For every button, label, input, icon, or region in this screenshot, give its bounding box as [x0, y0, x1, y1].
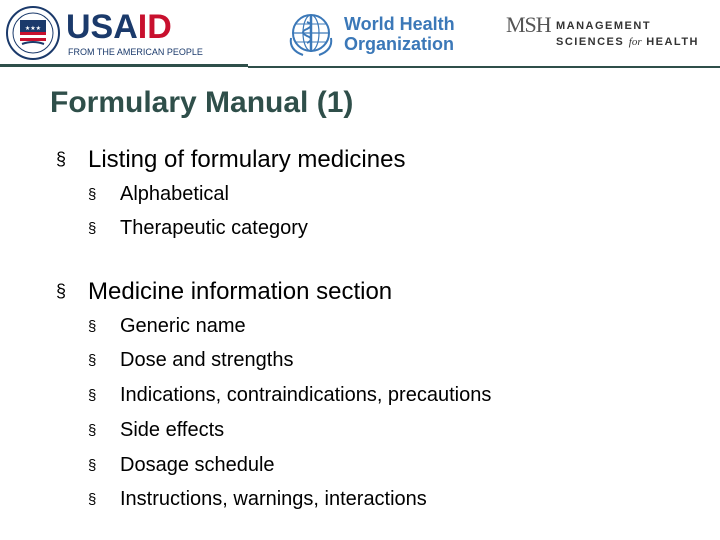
bullet-marker: §: [88, 491, 97, 508]
who-name-line1: World Health: [344, 14, 455, 34]
bullet-marker: §: [88, 422, 97, 439]
msh-name-line1: MANAGEMENT: [556, 20, 652, 32]
list-item-text: Dosage schedule: [120, 454, 275, 476]
list-item-text: Dose and strengths: [120, 349, 294, 371]
header-rule-right: [248, 66, 720, 68]
bullet-marker: §: [56, 149, 67, 169]
list-item-text: Alphabetical: [120, 183, 229, 205]
msh-mark: MSH: [506, 12, 551, 37]
list-item-text: Generic name: [120, 315, 246, 337]
header-rule-left: [0, 64, 248, 67]
logo-bar: [0, 0, 720, 66]
msh-wordmark: [556, 18, 699, 50]
bullet-marker: §: [88, 457, 97, 474]
usaid-wordmark: USAID: [66, 8, 172, 46]
bullet-marker: §: [88, 220, 97, 237]
svg-text:★★★: ★★★: [24, 26, 42, 32]
section-label: Medicine information section: [88, 278, 393, 305]
usaid-logo: [6, 6, 203, 60]
list-item-text: Therapeutic category: [120, 217, 308, 239]
who-logo: [286, 8, 455, 58]
bullet-marker: §: [88, 318, 97, 335]
bullet-marker: §: [56, 281, 67, 301]
usaid-tagline: FROM THE AMERICAN PEOPLE: [68, 47, 203, 57]
list-item-text: Side effects: [120, 419, 225, 441]
who-name-line2: Organization: [344, 34, 455, 54]
list-item-text: Instructions, warnings, interactions: [120, 488, 427, 510]
list-item-text: Indications, contraindications, precautions: [120, 384, 492, 406]
bullet-marker: §: [88, 186, 97, 203]
msh-logo: [506, 10, 706, 56]
who-emblem-icon: [286, 8, 336, 58]
slide-title: Formulary Manual (1): [50, 86, 354, 119]
section-label: Listing of formulary medicines: [88, 146, 406, 173]
who-wordmark: [344, 14, 454, 54]
bullet-marker: §: [88, 387, 97, 404]
msh-name-line2: SCIENCES for HEALTH: [556, 36, 699, 48]
bullet-marker: §: [88, 352, 97, 369]
usaid-seal-icon: [6, 6, 60, 60]
